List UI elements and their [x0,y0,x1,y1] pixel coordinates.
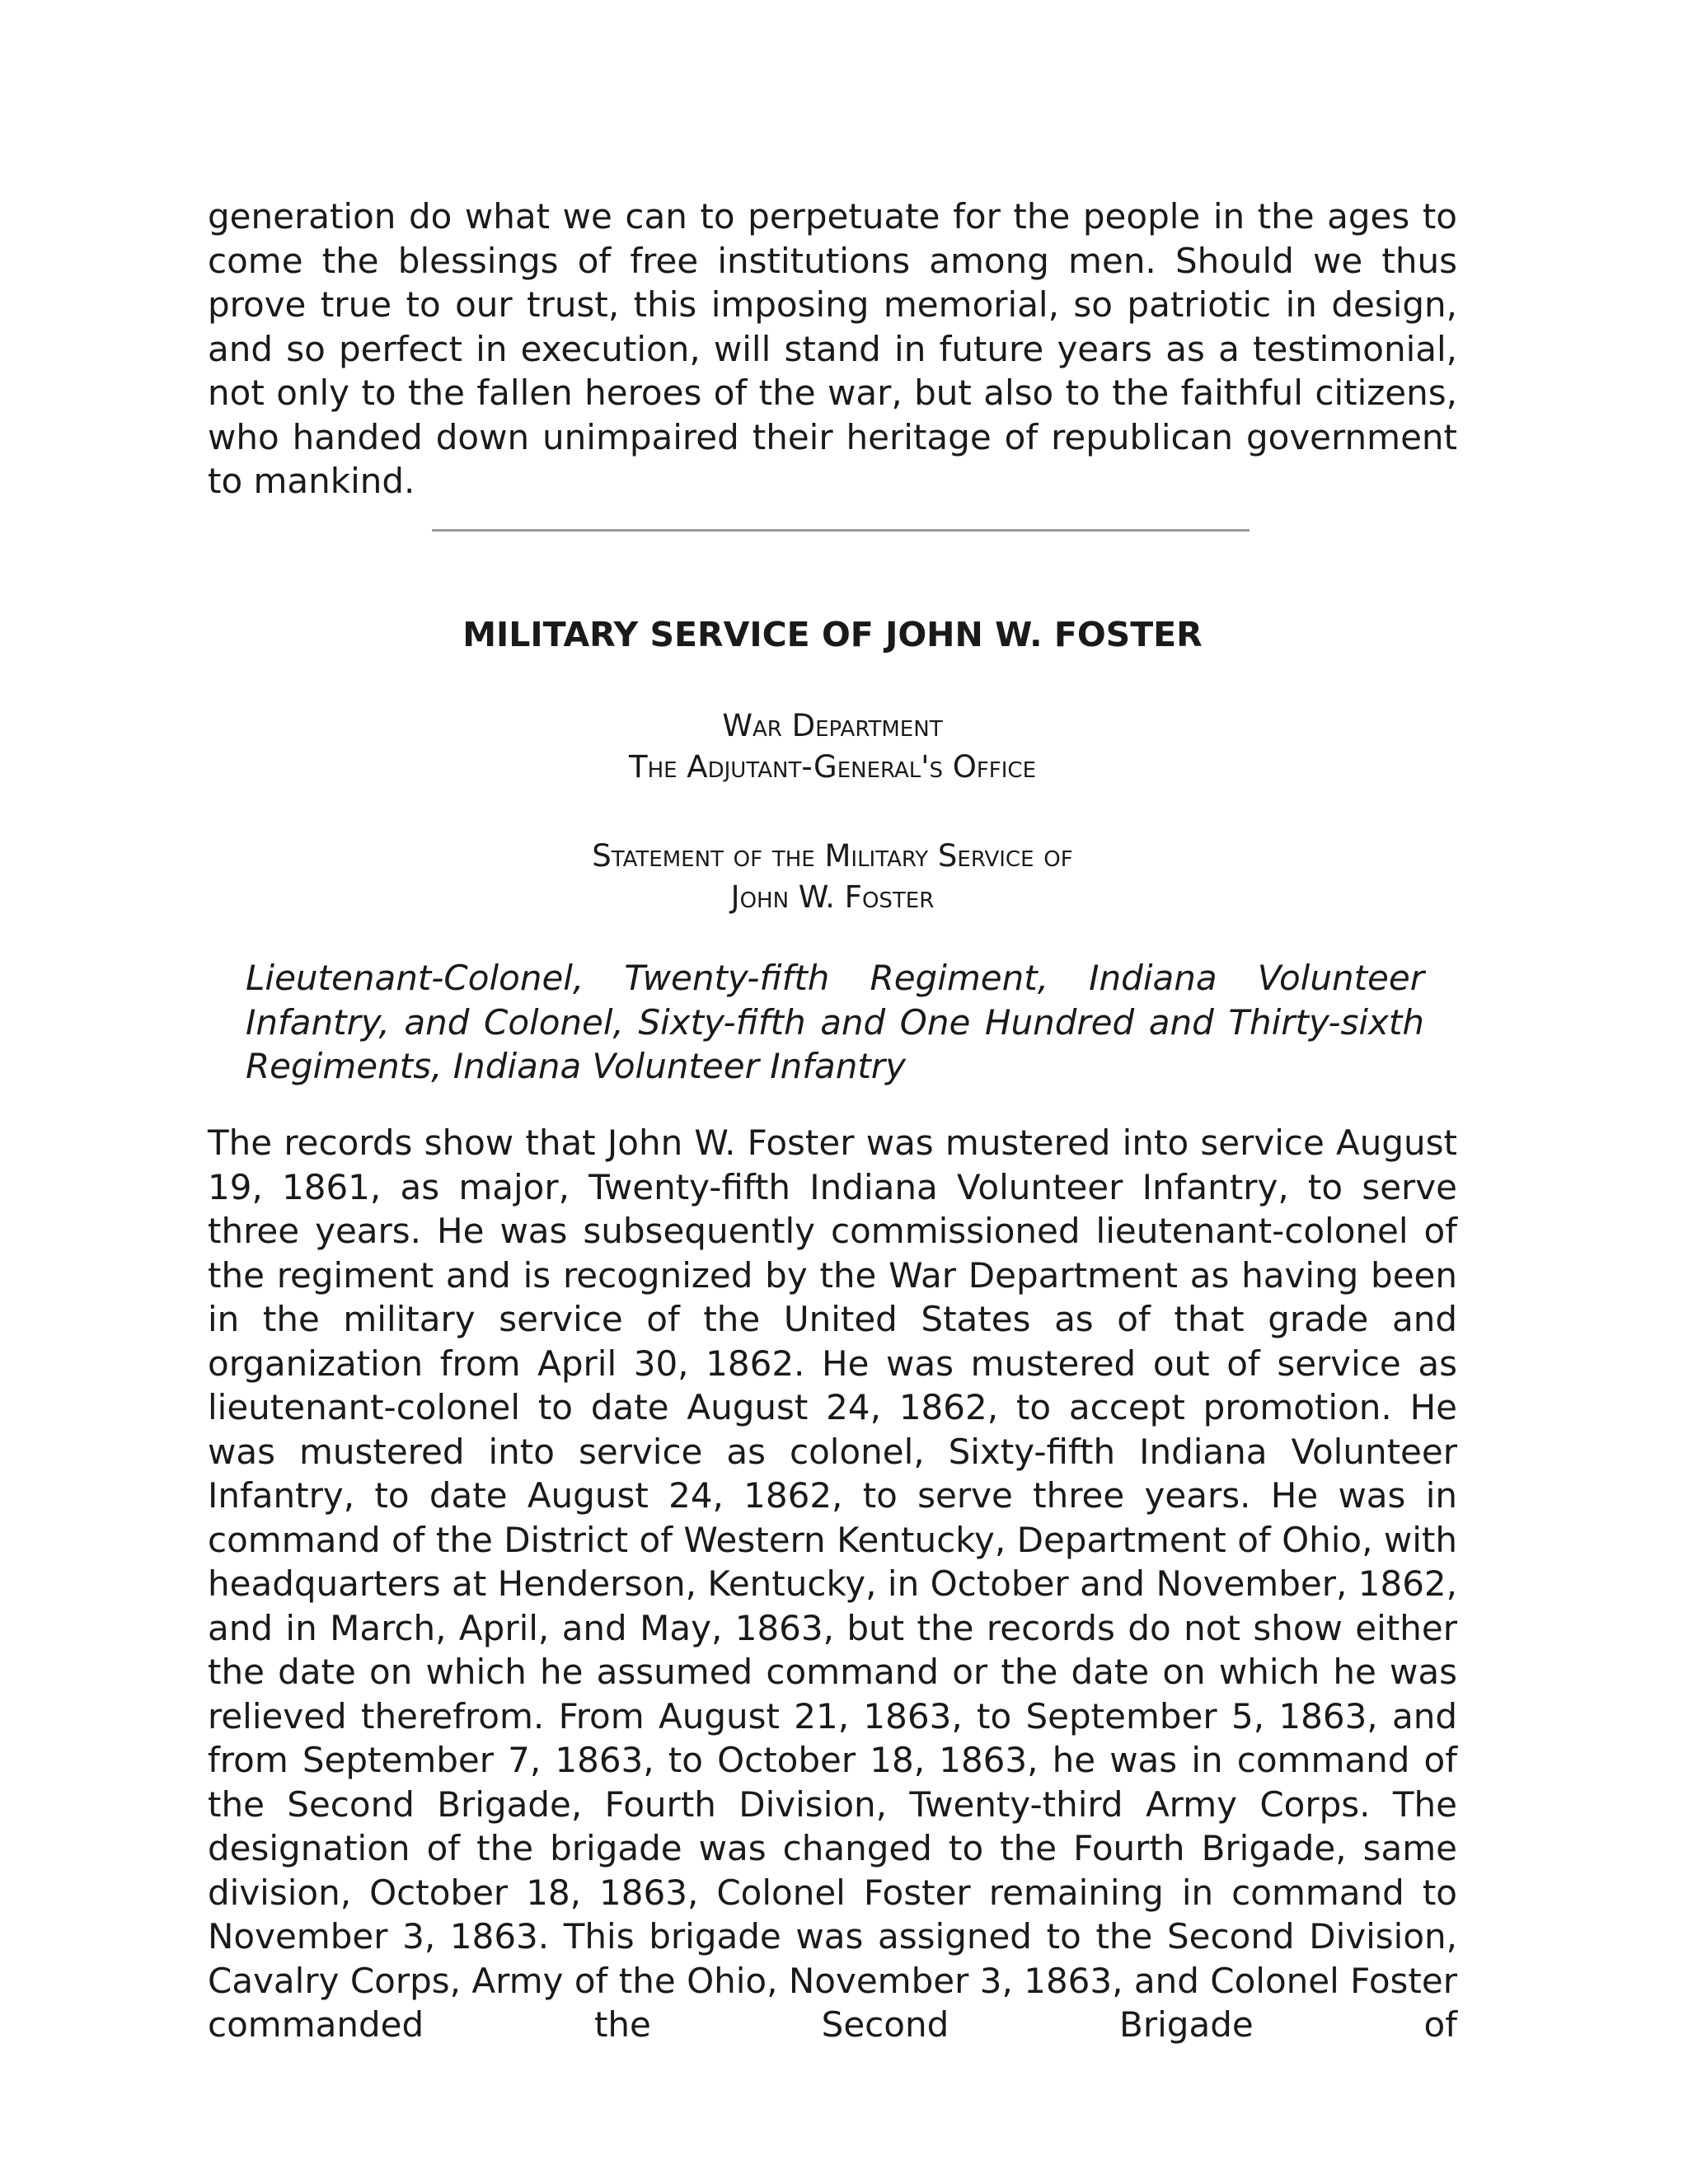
statement-line-2: John W. Foster [730,879,935,915]
document-page [208,194,1457,2045]
section-title: MILITARY SERVICE OF JOHN W. FOSTER [462,615,1203,654]
ranks-summary: Lieutenant-Colonel, Twenty-fifth Regiment, Indiana Volunteer Infantry, and Colonel, Sixty-fifth and One Hundred and Thirty-sixth Regiments, Indiana Volunteer Infantry [246,958,1424,1086]
office-heading [208,705,1457,788]
statement-heading [208,836,1457,918]
section-divider [432,529,1250,532]
office-name: The Adjutant-General's Office [628,749,1037,785]
opening-paragraph: generation do what we can to perpetuate for the people in the ages to come the blessings of free institutions among men. Should we thus prove true to our trust, this imposing memorial, so patriotic in design, and so perfect in execution, will stand in future years as a testimonial, not only to the fallen heroes of the war, but also to the faithful citizens, who handed down unimpaired their heritage of republican government to mankind. [208,196,1457,501]
service-record-paragraph: The records show that John W. Foster was mustered into service August 19, 1861, as major, Twenty-fifth Indiana Volunteer Infantry, to serve three years. He was subsequently commissioned lieutenant-colonel of the regiment and is recognized by the War Department as having been in the military service of the United States as of that grade and organization from April 30, 1862. He was mustered out of service as lieutenant-colonel to date August 24, 1862, to accept promotion. He was mustered into service as colonel, Sixty-fifth Indiana Volunteer Infantry, to date August 24, 1862, to serve three years. He was in command of the District of Western Kentucky, Department of Ohio, with headquarters at Henderson, Kentucky, in October and November, 1862, and in March, April, and May, 1863, but the records do not show either the date on which he assumed command or the date on which he was relieved therefrom. From August 21, 1863, to September 5, 1863, and from September 7, 1863, to October 18, 1863, he was in command of the Second Brigade, Fourth Division, Twenty-third Army Corps. The designation of the brigade was changed to the Fourth Brigade, same division, October 18, 1863, Colonel Foster remaining in command to November 3, 1863. This brigade was assigned to the Second Division, Cavalry Corps, Army of the Ohio, November 3, 1863, and Colonel Foster commanded the Second Brigade of [208,1122,1457,2045]
department-name: War Department [722,708,943,743]
statement-line-1: Statement of the Military Service of [592,838,1073,874]
